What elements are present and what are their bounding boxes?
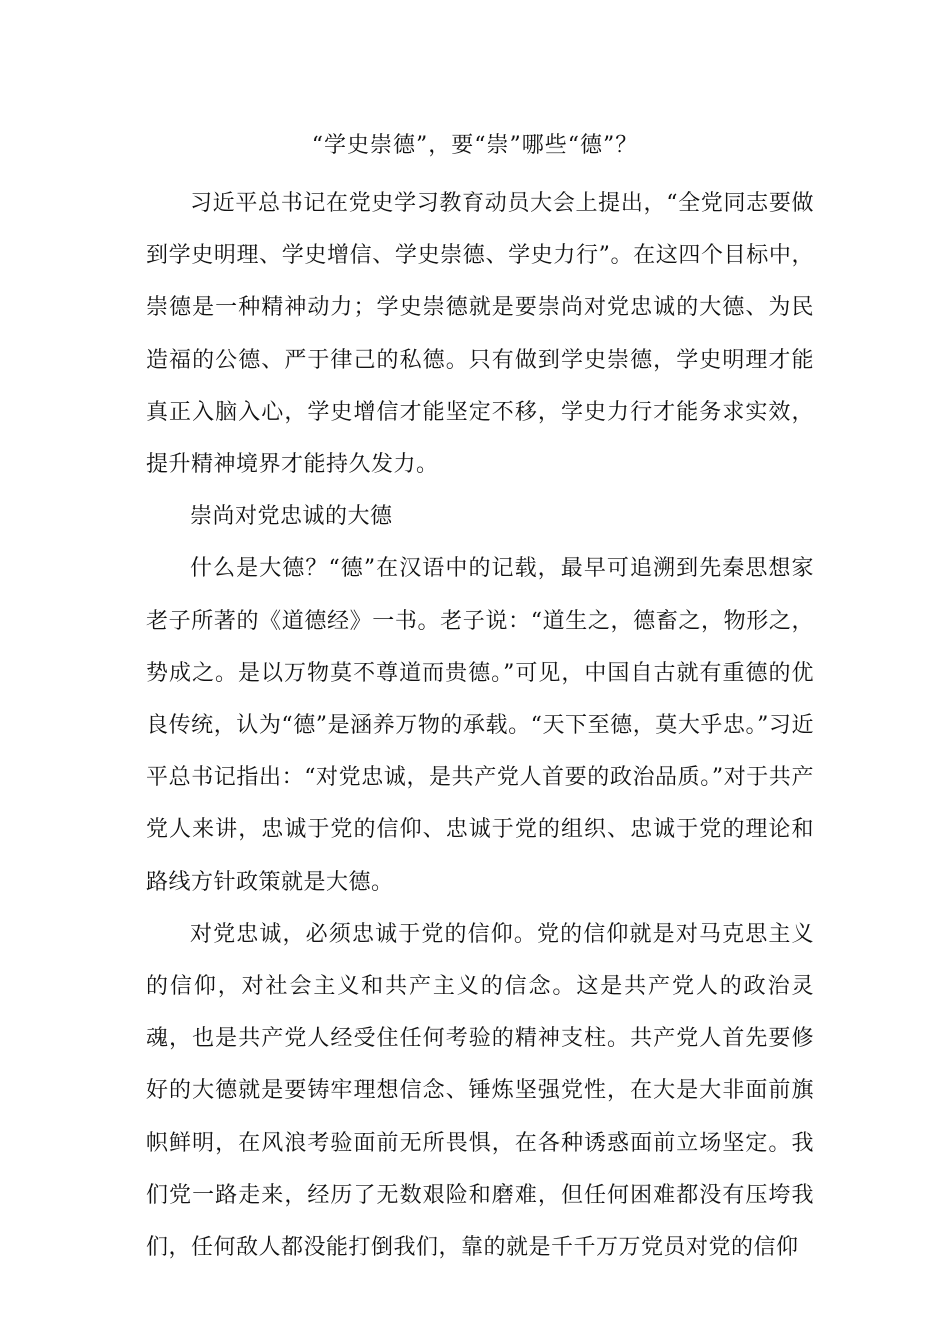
- paragraph-intro: 习近平总书记在党史学习教育动员大会上提出，“全党同志要做到学史明理、学史增信、学史崇德、学史力行”。在这四个目标中，崇德是一种精神动力；学史崇德就是要崇尚对党忠诚的大德、为民造福的公德、严于律己的私德。只有做到学史崇德，学史明理才能真正入脑入心，学史增信才能坚定不移，学史力行才能务求实效，提升精神境界才能持久发力。: [146, 191, 814, 478]
- document-title: “学史崇德”，要“崇”哪些“德”？: [311, 133, 639, 158]
- document-body: [146, 178, 814, 1274]
- paragraph-loyalty: 对党忠诚，必须忠诚于党的信仰。党的信仰就是对马克思主义的信仰，对社会主义和共产主义的信念。这是共产党人的政治灵魂，也是共产党人经受住任何考验的精神支柱。共产党人首先要修好的大德就是要铸牢理想信念、锤炼坚强党性，在大是大非面前旗帜鲜明，在风浪考验面前无所畏惧，在各种诱惑面前立场坚定。我们党一路走来，经历了无数艰险和磨难，但任何困难都没有压垮我们，任何敌人都没能打倒我们，靠的就是千千万万党员对党的信仰: [146, 921, 814, 1261]
- section-heading: 崇尚对党忠诚的大德: [190, 504, 393, 530]
- paragraph-dade: 什么是大德？“德”在汉语中的记载，最早可追溯到先秦思想家老子所著的《道德经》一书。老子说：“道生之，德畜之，物形之，势成之。是以万物莫不尊道而贵德。”可见，中国自古就有重德的优良传统，认为“德”是涵养万物的承载。“天下至德，莫大乎忠。”习近平总书记指出：“对党忠诚，是共产党人首要的政治品质。”对于共产党人来讲，忠诚于党的信仰、忠诚于党的组织、忠诚于党的理论和路线方针政策就是大德。: [146, 556, 814, 895]
